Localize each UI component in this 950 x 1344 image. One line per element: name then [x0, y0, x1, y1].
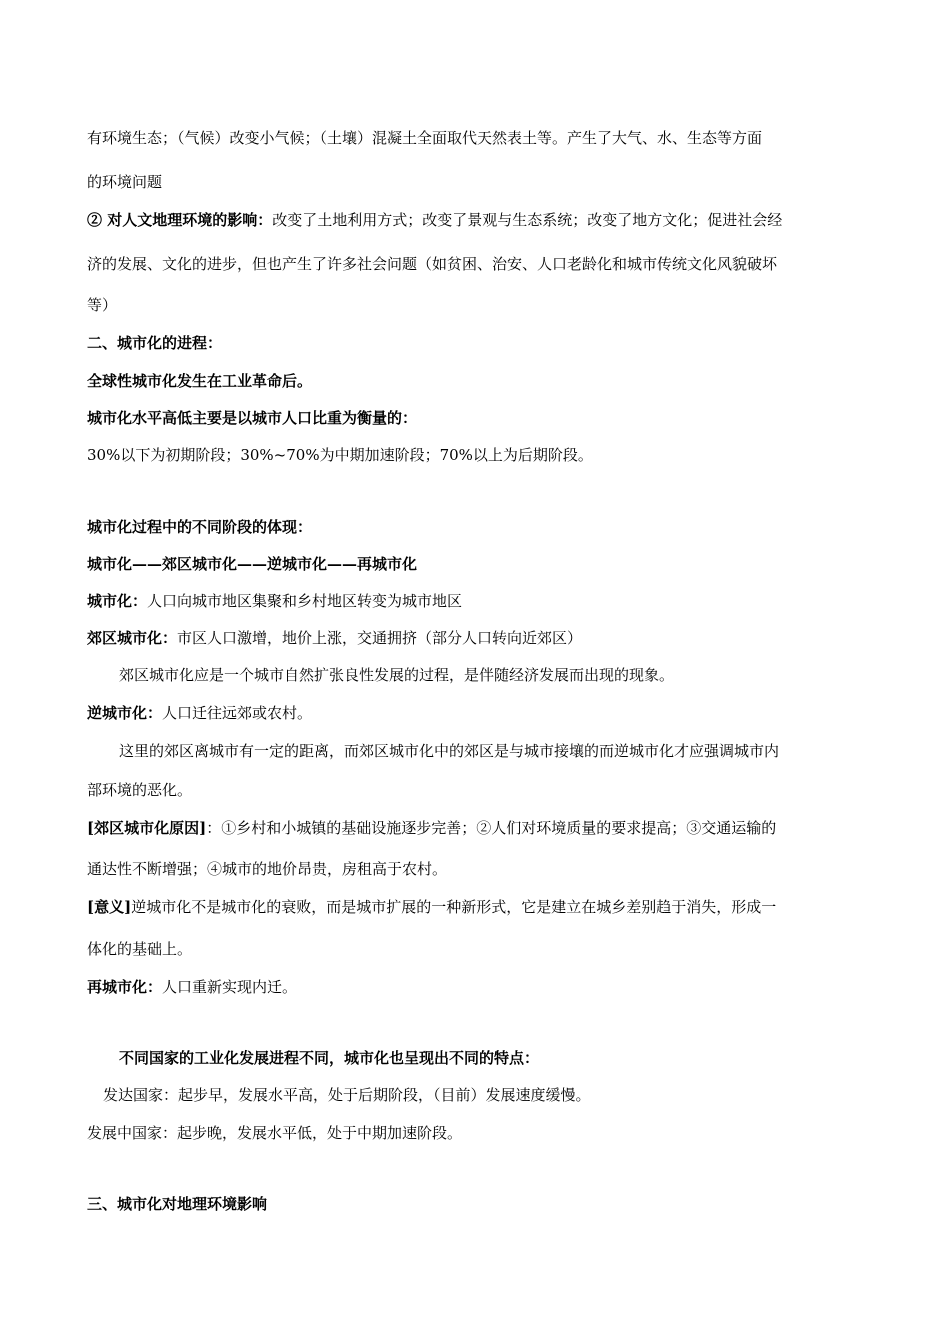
term-label: [意义] [87, 898, 132, 916]
definition-line [87, 977, 297, 997]
term-label: 逆城市化： [87, 704, 163, 722]
paragraph-line: 郊区城市化应是一个城市自然扩张良性发展的过程，是伴随经济发展而出现的现象。 [119, 666, 675, 684]
definition-line [87, 703, 312, 723]
term-label: 再城市化： [87, 978, 163, 996]
bold-statement: 城市化——郊区城市化——逆城市化——再城市化 [87, 555, 418, 573]
paragraph-line: 部环境的恶化。 [87, 781, 193, 799]
term-label: 城市化： [87, 592, 148, 610]
definition-line [87, 628, 582, 648]
paragraph-line: 发展中国家：起步晚，发展水平低，处于中期加速阶段。 [87, 1124, 463, 1142]
paragraph-line: 通达性不断增强；④城市的地价昂贵，房租高于农村。 [87, 860, 448, 878]
term-text: 逆城市化不是城市化的衰败，而是城市扩展的一种新形式，它是建立在城乡差别趋于消失，形成一 [131, 898, 777, 916]
term-label: [郊区城市化原因] [87, 819, 207, 837]
term-label: 郊区城市化： [87, 629, 178, 647]
term-text: 人口重新实现内迁。 [162, 978, 298, 996]
paragraph-line [87, 210, 782, 230]
term-text: 人口迁往远郊或农村。 [162, 704, 313, 722]
paragraph-line: 济的发展、文化的进步，但也产生了许多社会问题（如贫困、治安、人口老龄化和城市传统文化风貌破坏 [87, 255, 778, 273]
paragraph-line: 30%以下为初期阶段；30%~70%为中期加速阶段；70%以上为后期阶段。 [87, 446, 593, 464]
definition-line [87, 591, 462, 611]
paragraph-line: 的环境问题 [87, 173, 163, 191]
paragraph-line: 等） [87, 296, 118, 314]
bold-statement: 城市化水平高低主要是以城市人口比重为衡量的： [87, 409, 418, 427]
bold-statement: 不同国家的工业化发展进程不同，城市化也呈现出不同的特点： [119, 1049, 540, 1067]
section-heading: 三、城市化对地理环境影响 [87, 1195, 268, 1213]
section-heading: 二、城市化的进程： [87, 334, 223, 352]
bold-statement: 城市化过程中的不同阶段的体现： [87, 518, 313, 536]
paragraph-line: 这里的郊区离城市有一定的距离，而郊区城市化中的郊区是与城市接壤的而逆城市化才应强调城市内 [119, 742, 780, 760]
paragraph-line: 体化的基础上。 [87, 940, 193, 958]
paragraph-line: 发达国家：起步早，发展水平高，处于后期阶段，（目前）发展速度缓慢。 [103, 1086, 591, 1104]
term-text: 市区人口激增，地价上涨，交通拥挤（部分人口转向近郊区） [177, 629, 583, 647]
definition-line [87, 897, 776, 917]
definition-line [87, 818, 776, 838]
bold-statement: 全球性城市化发生在工业革命后。 [87, 372, 313, 390]
bold-label: ② 对人文地理环境的影响： [87, 211, 273, 229]
term-text: 人口向城市地区集聚和乡村地区转变为城市地区 [147, 592, 463, 610]
paragraph-line: 有环境生态；（气候）改变小气候；（土壤）混凝土全面取代天然表土等。产生了大气、水、生态等方面 [87, 129, 763, 147]
paragraph-text: 改变了土地利用方式；改变了景观与生态系统；改变了地方文化；促进社会经 [272, 211, 783, 229]
term-text: ：①乡村和小城镇的基础设施逐步完善；②人们对环境质量的要求提高；③交通运输的 [206, 819, 777, 837]
